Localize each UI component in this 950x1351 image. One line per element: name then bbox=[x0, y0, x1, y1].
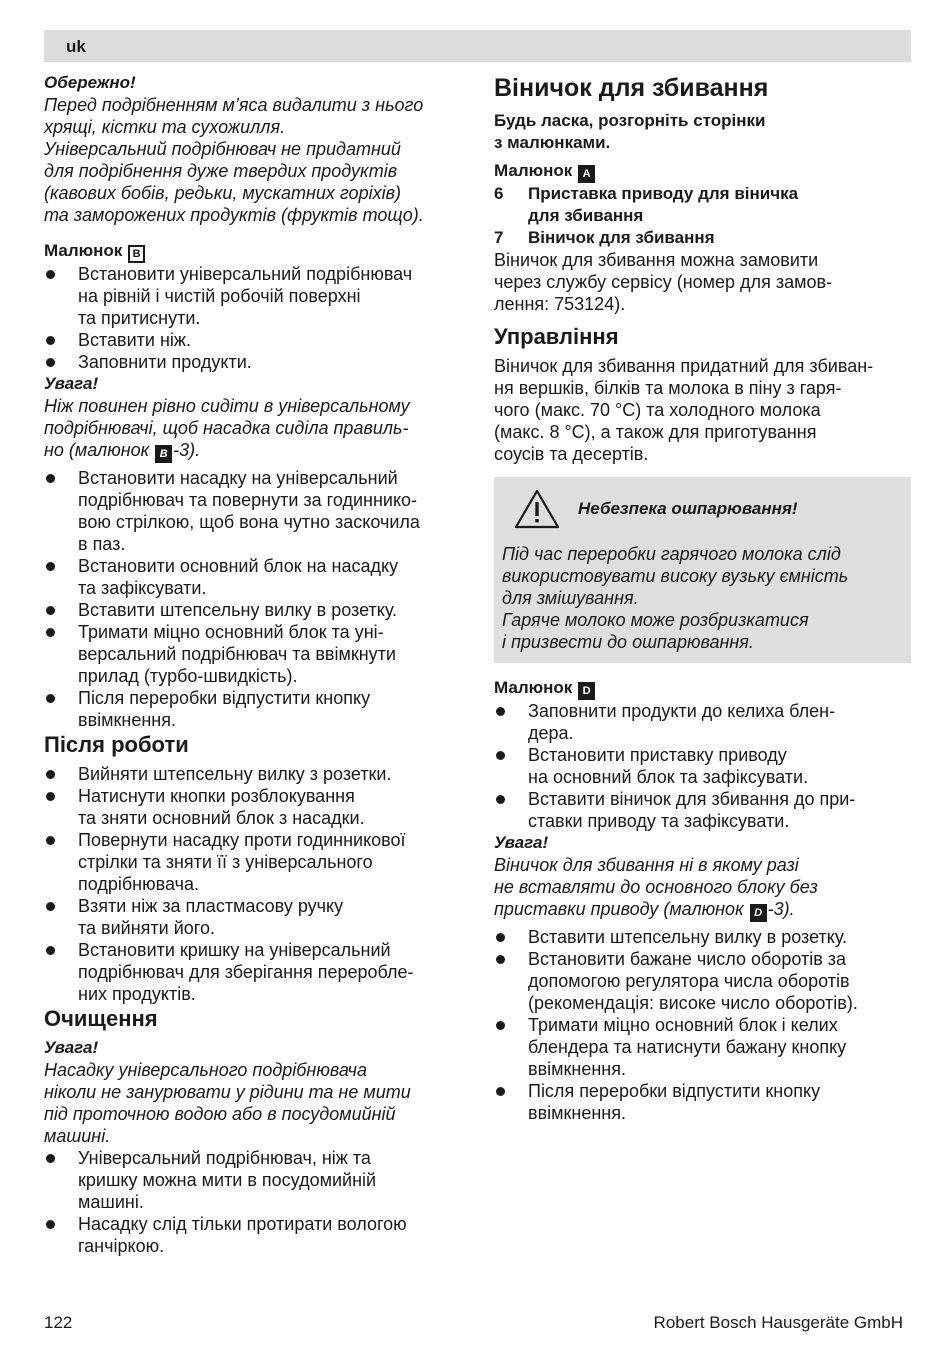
caution-line: для подрібнення дуже твердих продуктів bbox=[44, 161, 398, 181]
item-line: ставки приводу та зафіксувати. bbox=[528, 811, 790, 831]
danger-warning-title: Небезпека ошпарювання! bbox=[578, 499, 798, 518]
list-item bbox=[44, 329, 474, 351]
control-line: ня вершків, білків та молока в піну з гаря- bbox=[494, 378, 842, 398]
caution-line: Універсальний подрібнювач не придатний bbox=[44, 139, 401, 159]
item-line: Встановити бажане число оборотів за bbox=[528, 949, 847, 969]
list-item bbox=[44, 785, 474, 829]
attention-line: не вставляти до основного блоку без bbox=[494, 877, 818, 897]
caution-line: Перед подрібненням м’яса видалити з нього bbox=[44, 95, 424, 115]
item-line: Встановити приставку приводу bbox=[528, 745, 787, 765]
item-line: версальний подрібнювач та ввімкнути bbox=[78, 644, 396, 664]
caution-line: хрящі, кістки та сухожилля. bbox=[44, 117, 286, 137]
language-code: uk bbox=[66, 37, 86, 56]
section-heading-cleaning: Очищення bbox=[44, 1006, 158, 1031]
section-heading-control: Управління bbox=[494, 324, 619, 349]
order-line: Віничок для збивання можна замовити bbox=[494, 250, 819, 270]
item-line: стрілки та зняти її з універсального bbox=[78, 852, 373, 872]
bullet-icon bbox=[46, 694, 55, 703]
item-line: Встановити основний блок на насадку bbox=[78, 556, 399, 576]
order-line: через службу сервісу (номер для замов- bbox=[494, 272, 833, 292]
danger-line: для змішування. bbox=[502, 588, 639, 608]
steps-list-3 bbox=[44, 763, 474, 1005]
item-line: в паз. bbox=[78, 534, 126, 554]
item-line: подрібнювач для зберігання переробле- bbox=[78, 962, 414, 982]
figure-label-text: Малюнок bbox=[494, 678, 573, 697]
item-line: Встановити кришку на універсальний bbox=[78, 940, 391, 960]
bullet-icon bbox=[46, 562, 55, 571]
list-item bbox=[44, 763, 474, 785]
steps-list-4 bbox=[44, 1147, 474, 1257]
danger-line: і призвести до ошпарювання. bbox=[502, 632, 754, 652]
figure-a-letter-box: A bbox=[578, 165, 595, 183]
item-line: вою стрілкою, щоб вона чутно заскочила bbox=[78, 512, 420, 532]
right-column bbox=[494, 72, 911, 1124]
attention-title: Увага! bbox=[44, 374, 99, 393]
bullet-icon bbox=[496, 1021, 505, 1030]
caution-line: та заморожених продуктів (фруктів тощо). bbox=[44, 205, 424, 225]
item-line: Після переробки відпустити кнопку bbox=[528, 1081, 821, 1101]
item-line: Тримати міцно основний блок і келих bbox=[528, 1015, 838, 1035]
item-line: Вийняти штепсельну вилку з розетки. bbox=[78, 764, 392, 784]
item-line: Вставити штепсельну вилку в розетку. bbox=[78, 600, 398, 620]
page-number: 122 bbox=[44, 1313, 73, 1332]
list-item bbox=[494, 744, 911, 788]
bullet-icon bbox=[496, 1087, 505, 1096]
intro-line: з малюнками. bbox=[494, 133, 611, 152]
danger-line: Під час переробки гарячого молока слід bbox=[502, 544, 841, 564]
bullet-icon bbox=[46, 792, 55, 801]
item-line: Заповнити продукти до келиха блен- bbox=[528, 701, 836, 721]
list-item bbox=[44, 599, 474, 621]
list-item bbox=[494, 948, 911, 1014]
item-line: Тримати міцно основний блок та уні- bbox=[78, 622, 384, 642]
figure-a-label bbox=[494, 160, 911, 183]
figure-d-letter-box: D bbox=[750, 904, 767, 922]
caution-title: Обережно! bbox=[44, 73, 136, 92]
list-item bbox=[44, 555, 474, 599]
caution-text bbox=[44, 94, 474, 226]
order-line: лення: 753124). bbox=[494, 294, 626, 314]
bullet-icon bbox=[46, 1154, 55, 1163]
bullet-icon bbox=[46, 628, 55, 637]
item-line: на рівній і чистій робочій поверхні bbox=[78, 286, 361, 306]
item-line: Вставити штепсельну вилку в розетку. bbox=[528, 927, 848, 947]
list-item bbox=[44, 829, 474, 895]
attention-title: Увага! bbox=[44, 1038, 99, 1057]
bullet-icon bbox=[496, 955, 505, 964]
item-line: подрібнювач та повернути за годиннико- bbox=[78, 490, 418, 510]
item-line: подрібнювача. bbox=[78, 874, 199, 894]
attention-line: подрібнювачі, щоб насадка сиділа правиль- bbox=[44, 418, 409, 438]
attention-text-part: приставки приводу (малюнок bbox=[494, 899, 749, 919]
item-line: машині. bbox=[78, 1192, 144, 1212]
item-line: та притиснути. bbox=[78, 308, 201, 328]
list-item bbox=[494, 227, 911, 249]
danger-line: використовувати високу вузьку ємність bbox=[502, 566, 849, 586]
item-line: Віничок для збивання bbox=[528, 228, 715, 247]
attention-line: Ніж повинен рівно сидіти в універсальному bbox=[44, 396, 410, 416]
section-heading-after-use: Після роботи bbox=[44, 732, 189, 757]
left-column bbox=[44, 72, 474, 1257]
item-line: допомогою регулятора числа оборотів bbox=[528, 971, 850, 991]
list-item bbox=[44, 351, 474, 373]
control-line: чого (макс. 70 °C) та холодного молока bbox=[494, 400, 821, 420]
caution-line: (кавових бобів, редьки, мускатних горіхів) bbox=[44, 183, 401, 203]
header-bar bbox=[44, 30, 911, 62]
list-item bbox=[44, 263, 474, 329]
item-line: ввімкнення. bbox=[528, 1103, 626, 1123]
figure-label-text: Малюнок bbox=[494, 161, 573, 180]
bullet-icon bbox=[496, 707, 505, 716]
item-line: ввімкнення. bbox=[78, 710, 176, 730]
list-item bbox=[44, 1213, 474, 1257]
attention-line bbox=[44, 439, 474, 463]
item-line: Встановити насадку на універсальний bbox=[78, 468, 398, 488]
item-line: ганчіркою. bbox=[78, 1236, 165, 1256]
attention-line bbox=[494, 898, 911, 922]
figure-d-letter-box: D bbox=[578, 682, 595, 700]
attention-line: ніколи не занурювати у рідини та не мити bbox=[44, 1082, 411, 1102]
list-item bbox=[494, 700, 911, 744]
intro-text bbox=[494, 110, 911, 154]
bullet-icon bbox=[46, 358, 55, 367]
part-number: 7 bbox=[494, 228, 504, 247]
steps-list-5 bbox=[494, 700, 911, 832]
parts-list bbox=[494, 183, 911, 249]
attention-text bbox=[44, 395, 474, 463]
item-line: ввімкнення. bbox=[528, 1059, 626, 1079]
list-item bbox=[44, 1147, 474, 1213]
bullet-icon bbox=[496, 751, 505, 760]
item-line: Натиснути кнопки розблокування bbox=[78, 786, 355, 806]
figure-label-text: Малюнок bbox=[44, 241, 123, 260]
item-line: кришку можна мити в посудомийній bbox=[78, 1170, 377, 1190]
item-line: них продуктів. bbox=[78, 984, 196, 1004]
intro-line: Будь ласка, розгорніть сторінки bbox=[494, 111, 766, 130]
danger-line: Гаряче молоко може розбризкатися bbox=[502, 610, 809, 630]
item-line: блендера та натиснути бажану кнопку bbox=[528, 1037, 847, 1057]
item-line: Заповнити продукти. bbox=[78, 352, 252, 372]
danger-warning-box bbox=[494, 477, 911, 663]
attention-line: машині. bbox=[44, 1126, 111, 1146]
list-item bbox=[494, 926, 911, 948]
warning-triangle-icon bbox=[514, 489, 560, 529]
part-number: 6 bbox=[494, 184, 504, 203]
bullet-icon bbox=[496, 933, 505, 942]
control-text bbox=[494, 355, 911, 465]
item-line: Після переробки відпустити кнопку bbox=[78, 688, 371, 708]
list-item bbox=[44, 467, 474, 555]
list-item bbox=[44, 621, 474, 687]
attention-text bbox=[494, 854, 911, 922]
bullet-icon bbox=[46, 270, 55, 279]
attention-text-part: -3). bbox=[173, 440, 201, 460]
attention-text-part: -3). bbox=[767, 899, 795, 919]
item-line: на основний блок та зафіксувати. bbox=[528, 767, 809, 787]
control-line: Віничок для збивання придатний для збиван- bbox=[494, 356, 874, 376]
item-line: Встановити універсальний подрібнювач bbox=[78, 264, 413, 284]
company-name: Robert Bosch Hausgeräte GmbH bbox=[653, 1313, 903, 1332]
control-line: (макс. 8 °C), а також для приготування bbox=[494, 422, 817, 442]
list-item bbox=[44, 939, 474, 1005]
item-line: Універсальний подрібнювач, ніж та bbox=[78, 1148, 371, 1168]
item-line: Вставити ніж. bbox=[78, 330, 191, 350]
bullet-icon bbox=[46, 770, 55, 779]
item-line: та вийняти його. bbox=[78, 918, 215, 938]
bullet-icon bbox=[46, 336, 55, 345]
list-item bbox=[494, 1080, 911, 1124]
list-item bbox=[494, 183, 911, 227]
item-line: прилад (турбо-швидкість). bbox=[78, 666, 298, 686]
bullet-icon bbox=[46, 606, 55, 615]
figure-b-label bbox=[44, 240, 474, 263]
figure-b-letter-box: B bbox=[128, 245, 145, 263]
item-line: Насадку слід тільки протирати вологою bbox=[78, 1214, 407, 1234]
item-line: Приставка приводу для віничка bbox=[528, 184, 799, 203]
bullet-icon bbox=[46, 1220, 55, 1229]
bullet-icon bbox=[496, 795, 505, 804]
control-line: соусів та десертів. bbox=[494, 444, 649, 464]
danger-warning-header bbox=[502, 489, 903, 529]
item-line: (рекомендація: високе число оборотів). bbox=[528, 993, 858, 1013]
bullet-icon bbox=[46, 474, 55, 483]
list-item bbox=[494, 1014, 911, 1080]
figure-b-letter-box: B bbox=[155, 445, 172, 463]
bullet-icon bbox=[46, 836, 55, 845]
list-item bbox=[494, 788, 911, 832]
item-line: дера. bbox=[528, 723, 574, 743]
attention-text bbox=[44, 1059, 474, 1147]
page-title: Віничок для збивання bbox=[494, 74, 769, 102]
steps-list-6 bbox=[494, 926, 911, 1124]
item-line: Вставити віничок для збивання до при- bbox=[528, 789, 856, 809]
list-item bbox=[44, 895, 474, 939]
bullet-icon bbox=[46, 902, 55, 911]
attention-line: Віничок для збивання ні в якому разі bbox=[494, 855, 799, 875]
bullet-icon bbox=[46, 946, 55, 955]
list-item bbox=[44, 687, 474, 731]
figure-d-label bbox=[494, 677, 911, 700]
attention-text-part: но (малюнок bbox=[44, 440, 155, 460]
item-line: для збивання bbox=[528, 206, 644, 225]
steps-list-1 bbox=[44, 263, 474, 373]
attention-line: Насадку універсального подрібнювача bbox=[44, 1060, 367, 1080]
item-line: Повернути насадку проти годинникової bbox=[78, 830, 406, 850]
attention-line: під проточною водою або в посудомийній bbox=[44, 1104, 396, 1124]
order-text bbox=[494, 249, 911, 315]
attention-title: Увага! bbox=[494, 833, 549, 852]
item-line: Взяти ніж за пластмасову ручку bbox=[78, 896, 344, 916]
item-line: та зняти основний блок з насадки. bbox=[78, 808, 365, 828]
steps-list-2 bbox=[44, 467, 474, 731]
item-line: та зафіксувати. bbox=[78, 578, 207, 598]
